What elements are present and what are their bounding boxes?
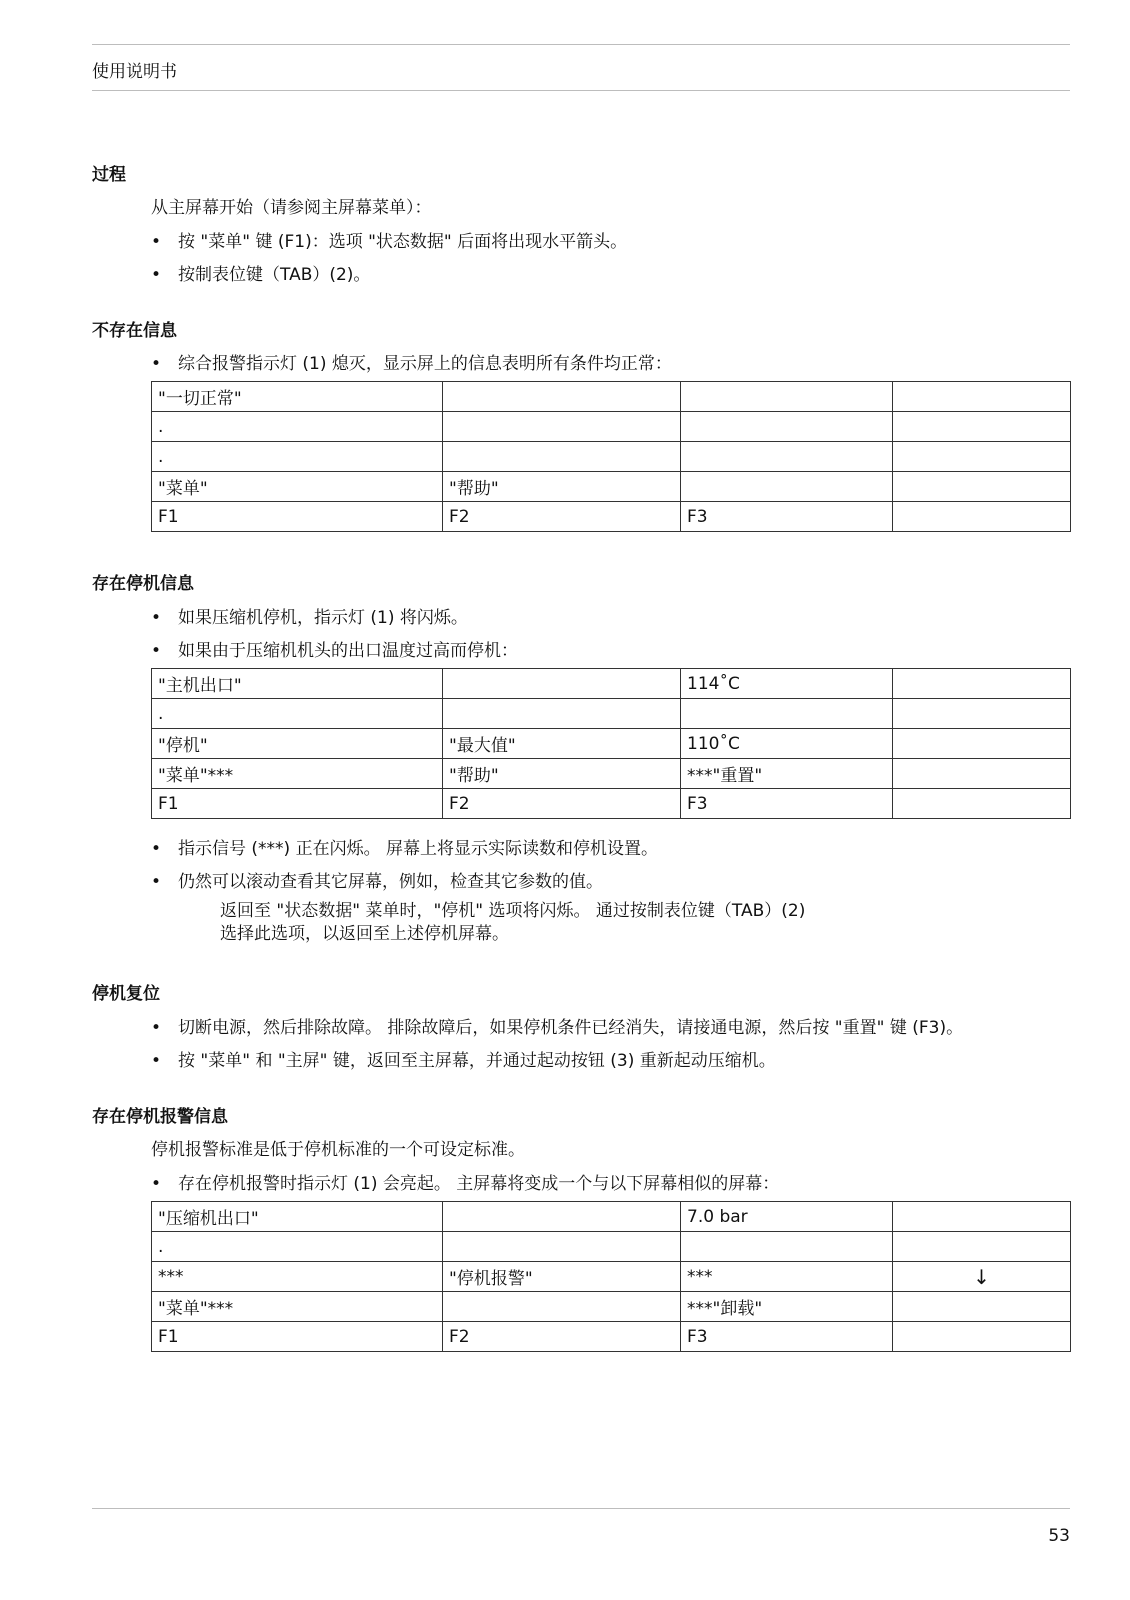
- table-cell: "最大值": [443, 729, 681, 759]
- list-item: • 指示信号 (***) 正在闪烁。 屏幕上将显示实际读数和停机设置。: [151, 839, 658, 859]
- bullet-icon: •: [151, 839, 162, 859]
- table-row: [152, 412, 1071, 442]
- bullet-icon: •: [151, 1051, 162, 1071]
- table-cell: ***: [681, 1262, 893, 1292]
- table-cell: [681, 382, 893, 412]
- section-heading-shutdown-reset: 停机复位: [92, 984, 160, 1004]
- table-cell: [443, 1232, 681, 1262]
- table-cell: [893, 1202, 1071, 1232]
- table-cell: [681, 472, 893, 502]
- table-cell: [443, 1202, 681, 1232]
- table-cell: "主机出口": [152, 669, 443, 699]
- table-cell: [893, 789, 1071, 819]
- list-item: • 如果压缩机停机，指示灯 (1) 将闪烁。: [151, 608, 468, 628]
- table-cell: [893, 1262, 1071, 1292]
- table-cell: [443, 412, 681, 442]
- section-heading-shutdown-warning: 存在停机报警信息: [92, 1107, 228, 1127]
- list-item: • 存在停机报警时指示灯 (1) 会亮起。 主屏幕将变成一个与以下屏幕相似的屏幕：: [151, 1174, 780, 1194]
- table-row: [152, 382, 1071, 412]
- page-number: 53: [1048, 1526, 1070, 1546]
- table-cell: "压缩机出口": [152, 1202, 443, 1232]
- table-cell: [443, 442, 681, 472]
- table-cell: [893, 669, 1071, 699]
- list-item: • 综合报警指示灯 (1) 熄灭，显示屏上的信息表明所有条件均正常：: [151, 354, 672, 374]
- section-heading-no-message: 不存在信息: [92, 321, 177, 341]
- table-cell: "停机": [152, 729, 443, 759]
- bullet-icon: •: [151, 1018, 162, 1038]
- header-bottom-rule: [92, 90, 1070, 91]
- table-cell: .: [152, 699, 443, 729]
- table-cell: .: [152, 1232, 443, 1262]
- shutdown-note-line: 选择此选项，以返回至上述停机屏幕。: [220, 924, 509, 944]
- table-cell: [443, 699, 681, 729]
- table-cell: "帮助": [443, 759, 681, 789]
- display-table-normal: [151, 381, 1071, 532]
- table-cell: ***: [152, 1262, 443, 1292]
- table-cell: [893, 412, 1071, 442]
- table-cell: [893, 699, 1071, 729]
- table-cell: F3: [681, 502, 893, 532]
- table-cell: "菜单"***: [152, 1292, 443, 1322]
- table-cell: F3: [681, 1322, 893, 1352]
- table-cell: F1: [152, 502, 443, 532]
- shutdown-note-line: 返回至 "状态数据" 菜单时，"停机" 选项将闪烁。 通过按制表位键（TAB）(2): [220, 901, 806, 921]
- table-cell: "一切正常": [152, 382, 443, 412]
- list-item: • 如果由于压缩机机头的出口温度过高而停机：: [151, 641, 518, 661]
- table-cell: [893, 502, 1071, 532]
- list-item: • 按 "菜单" 键 (F1)：选项 "状态数据" 后面将出现水平箭头。: [151, 232, 628, 252]
- table-cell: F2: [443, 789, 681, 819]
- table-row: [152, 789, 1071, 819]
- table-cell: F1: [152, 1322, 443, 1352]
- table-row: [152, 759, 1071, 789]
- table-row: [152, 1292, 1071, 1322]
- table-row: [152, 729, 1071, 759]
- bullet-icon: •: [151, 354, 162, 374]
- table-row: [152, 1322, 1071, 1352]
- table-row: [152, 1202, 1071, 1232]
- footer-rule: [92, 1508, 1070, 1509]
- section-heading-shutdown-message: 存在停机信息: [92, 574, 194, 594]
- bullet-icon: •: [151, 232, 162, 252]
- table-row: [152, 1262, 1071, 1292]
- list-item: • 仍然可以滚动查看其它屏幕，例如，检查其它参数的值。: [151, 872, 603, 892]
- table-row: [152, 699, 1071, 729]
- table-cell: [681, 412, 893, 442]
- list-item: • 切断电源，然后排除故障。 排除故障后，如果停机条件已经消失，请接通电源，然后按 "重置" 键 (F3)。: [151, 1018, 964, 1038]
- table-cell: "帮助": [443, 472, 681, 502]
- bullet-icon: •: [151, 608, 162, 628]
- list-item: • 按 "菜单" 和 "主屏" 键，返回至主屏幕，并通过起动按钮 (3) 重新起动压缩机。: [151, 1051, 776, 1071]
- table-cell: 114˚C: [681, 669, 893, 699]
- table-cell: .: [152, 412, 443, 442]
- table-cell: [681, 442, 893, 472]
- procedure-intro: 从主屏幕开始（请参阅主屏幕菜单）：: [151, 198, 432, 218]
- table-cell: [443, 382, 681, 412]
- table-row: [152, 502, 1071, 532]
- table-row: [152, 1232, 1071, 1262]
- list-item: • 按制表位键（TAB）(2)。: [151, 265, 371, 285]
- table-cell: [893, 382, 1071, 412]
- table-cell: [893, 1322, 1071, 1352]
- bullet-icon: •: [151, 641, 162, 661]
- arrow-down-icon: ↓: [973, 1264, 990, 1289]
- table-cell: [443, 669, 681, 699]
- table-cell: ***"卸载": [681, 1292, 893, 1322]
- table-cell: F2: [443, 1322, 681, 1352]
- table-cell: [893, 729, 1071, 759]
- table-cell: [893, 1292, 1071, 1322]
- table-cell: "菜单"***: [152, 759, 443, 789]
- table-cell: 7.0 bar: [681, 1202, 893, 1232]
- display-table-shutdown-warning: [151, 1201, 1071, 1352]
- table-cell: [443, 1292, 681, 1322]
- table-cell: "菜单": [152, 472, 443, 502]
- display-table-shutdown: [151, 668, 1071, 819]
- bullet-icon: •: [151, 872, 162, 892]
- table-cell: [893, 759, 1071, 789]
- table-cell: "停机报警": [443, 1262, 681, 1292]
- table-cell: F2: [443, 502, 681, 532]
- bullet-icon: •: [151, 1174, 162, 1194]
- table-cell: [893, 472, 1071, 502]
- section-heading-procedure: 过程: [92, 165, 126, 185]
- table-cell: [681, 1232, 893, 1262]
- document-title: 使用说明书: [92, 62, 177, 82]
- shutdown-note: [220, 900, 805, 946]
- table-cell: [893, 1232, 1071, 1262]
- table-cell: 110˚C: [681, 729, 893, 759]
- table-cell: [681, 699, 893, 729]
- header-top-rule: [92, 44, 1070, 45]
- table-row: [152, 472, 1071, 502]
- table-cell: ***"重置": [681, 759, 893, 789]
- table-cell: F1: [152, 789, 443, 819]
- table-cell: F3: [681, 789, 893, 819]
- bullet-icon: •: [151, 265, 162, 285]
- table-row: [152, 669, 1071, 699]
- shutdown-warning-intro: 停机报警标准是低于停机标准的一个可设定标准。: [151, 1140, 525, 1160]
- table-cell: [893, 442, 1071, 472]
- table-cell: .: [152, 442, 443, 472]
- table-row: [152, 442, 1071, 472]
